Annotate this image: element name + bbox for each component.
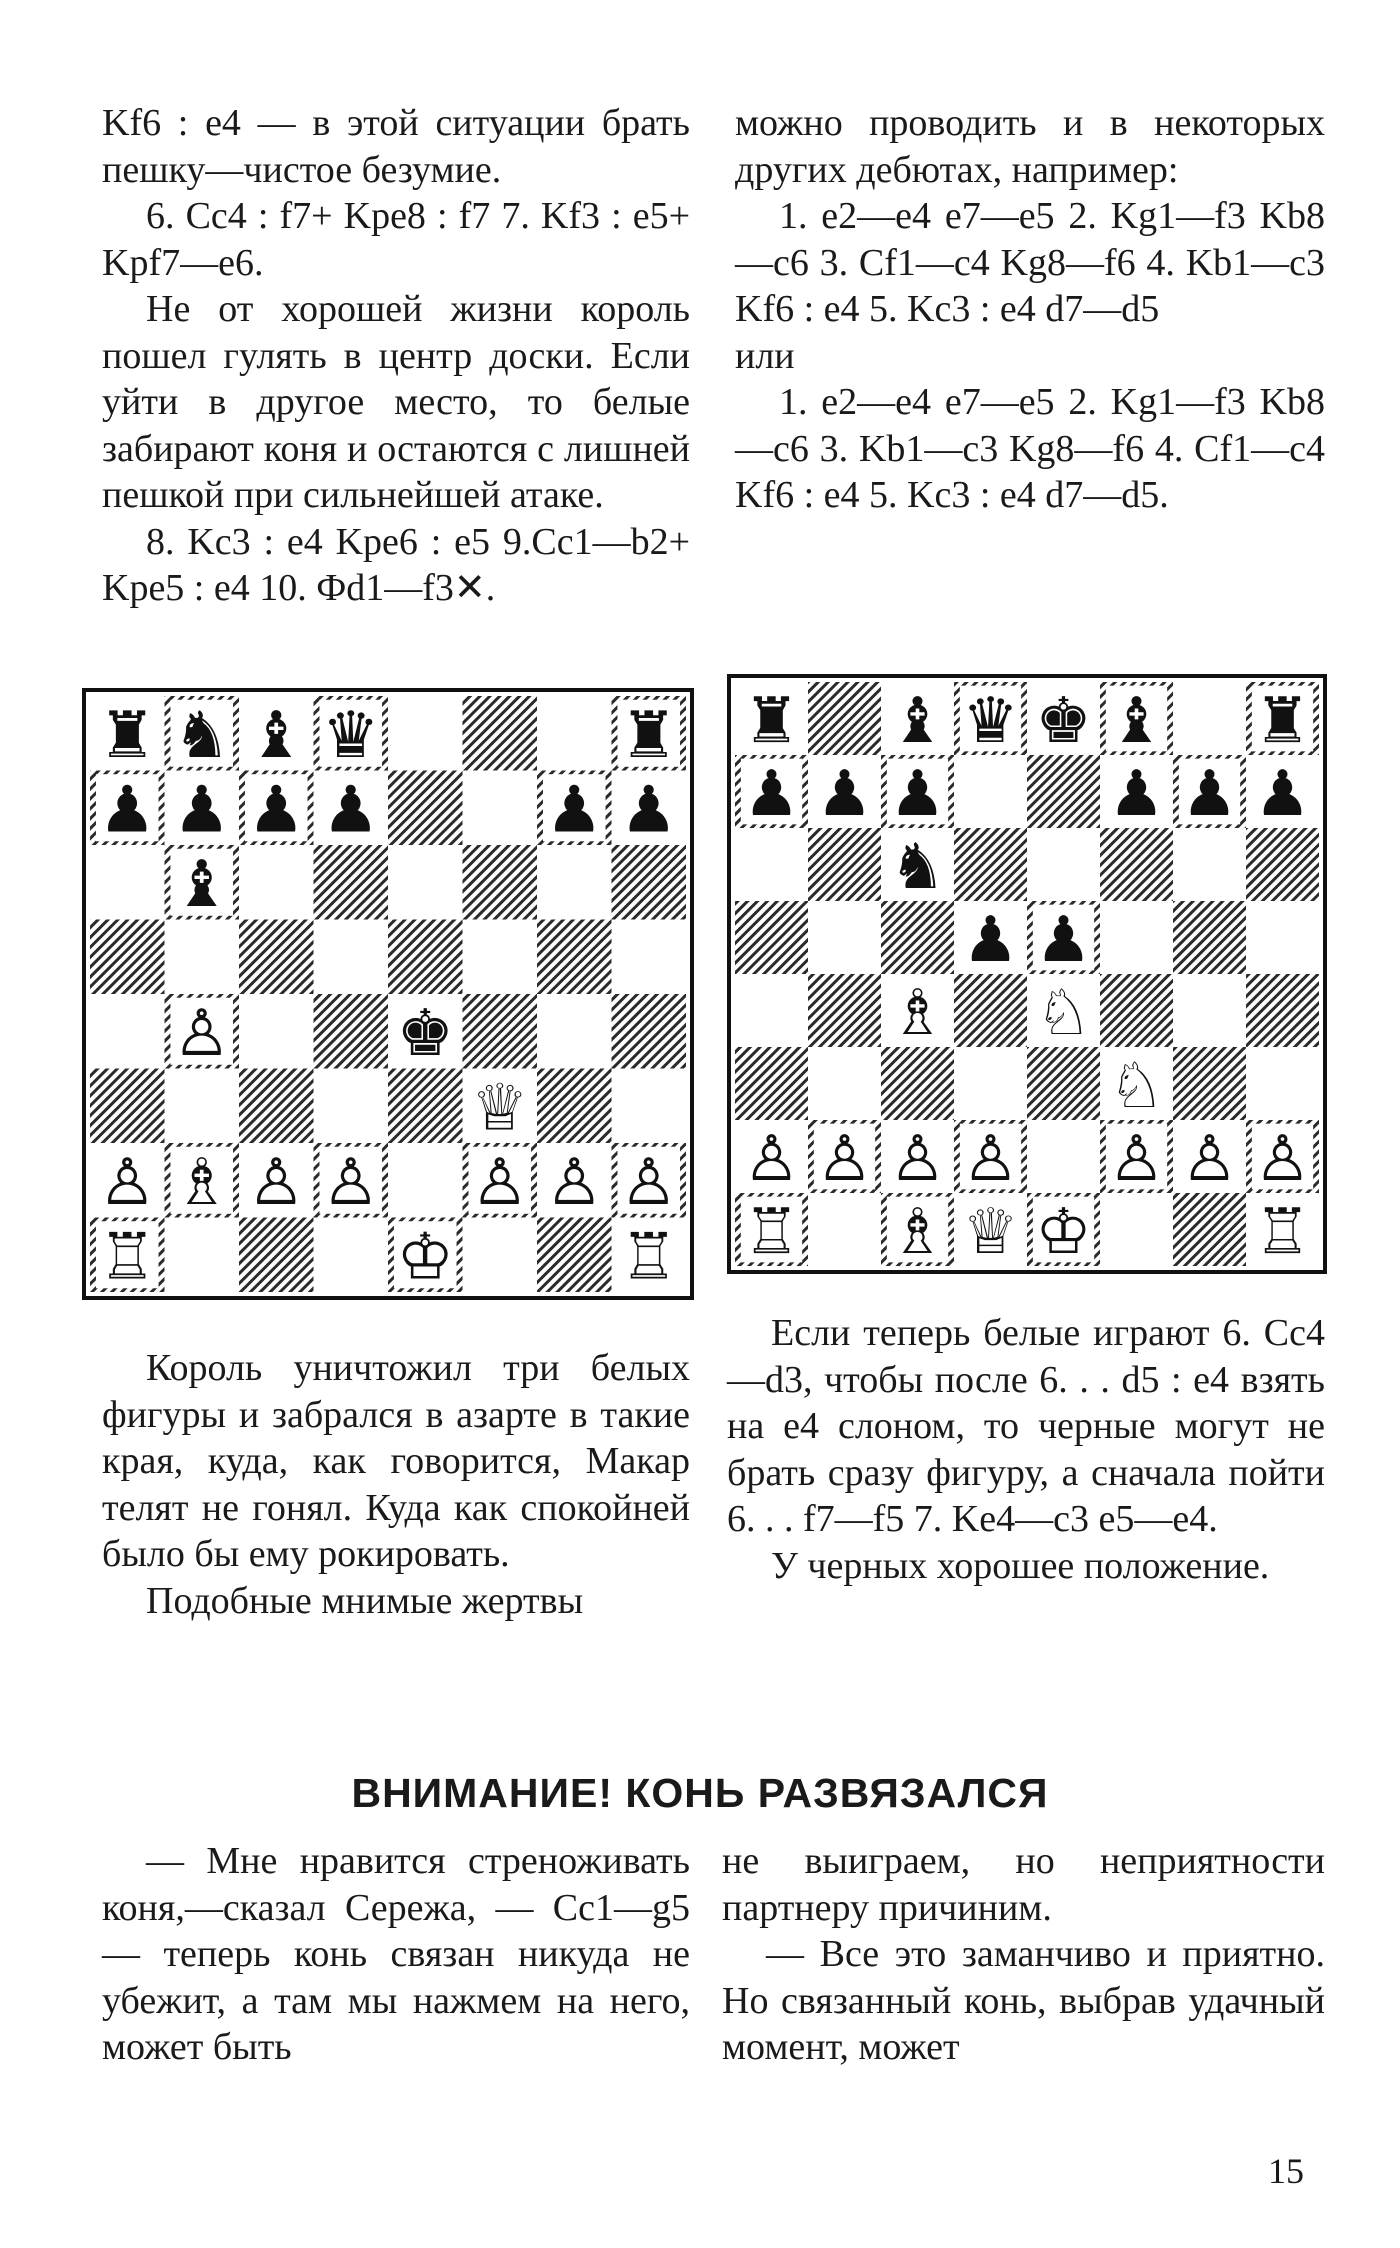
black-pawn-icon: ♟ bbox=[173, 773, 231, 848]
black-pawn-icon: ♟ bbox=[962, 902, 1019, 976]
dark-square bbox=[808, 974, 881, 1047]
dark-square bbox=[239, 1069, 314, 1144]
dark-square bbox=[314, 994, 389, 1069]
black-pawn-icon: ♟ bbox=[620, 773, 678, 848]
black-queen-icon: ♛ bbox=[962, 683, 1019, 757]
white-pawn-icon: ♙ bbox=[962, 1121, 1019, 1195]
chess-diagram-left bbox=[82, 688, 694, 1300]
white-knight-icon: ♘ bbox=[1108, 1048, 1165, 1122]
light-square bbox=[314, 920, 389, 995]
black-bishop-icon: ♝ bbox=[173, 848, 231, 923]
paragraph: — Все это заманчиво и приятно. Но связанный конь, выбрав удачный момент, может bbox=[722, 1933, 1325, 2068]
dark-square bbox=[1100, 828, 1173, 901]
section-title: ВНИМАНИЕ! КОНЬ РАЗВЯЗАЛСЯ bbox=[351, 1770, 1049, 1816]
paragraph: Kf6 : e4 — в этой ситуации брать пешку—чистое безумие. bbox=[102, 102, 690, 191]
light-square bbox=[239, 845, 314, 920]
light-square bbox=[165, 1218, 240, 1293]
dark-square bbox=[537, 1218, 612, 1293]
light-square bbox=[1246, 901, 1319, 974]
dark-square bbox=[90, 1069, 165, 1144]
white-pawn-icon: ♙ bbox=[816, 1121, 873, 1195]
white-pawn-icon: ♙ bbox=[889, 1121, 946, 1195]
dark-square bbox=[314, 845, 389, 920]
dark-square bbox=[612, 994, 687, 1069]
dark-square bbox=[1100, 974, 1173, 1047]
black-pawn-icon: ♟ bbox=[545, 773, 603, 848]
white-bishop-icon: ♗ bbox=[889, 1194, 946, 1268]
black-pawn-icon: ♟ bbox=[1035, 902, 1092, 976]
white-pawn-icon: ♙ bbox=[1181, 1121, 1238, 1195]
white-king-icon: ♔ bbox=[1035, 1194, 1092, 1268]
paragraph: Если теперь белые играют 6. Cc4—d3, чтобы после 6. . . d5 : e4 взять на e4 слоном, то черные могут не брать сразу фигуру, а сначала пойти 6. . . f7—f5 7. Ke4—c3 e5—e4. bbox=[727, 1312, 1325, 1540]
white-pawn-icon: ♙ bbox=[1254, 1121, 1311, 1195]
right-bottom-column bbox=[722, 1838, 1325, 2071]
light-square bbox=[612, 1069, 687, 1144]
chess-diagram-right bbox=[727, 674, 1327, 1274]
black-bishop-icon: ♝ bbox=[247, 699, 305, 774]
paragraph: 1. e2—e4 e7—e5 2. Kg1—f3 Kb8—c6 3. Cf1—c4 Kg8—f6 4. Kb1—c3 Kf6 : e4 5. Kc3 : e4 d7—d5 bbox=[735, 195, 1325, 330]
light-square bbox=[735, 828, 808, 901]
dark-square bbox=[881, 901, 954, 974]
light-square bbox=[388, 696, 463, 771]
light-square bbox=[1246, 1047, 1319, 1120]
light-square bbox=[90, 845, 165, 920]
black-queen-icon: ♛ bbox=[322, 699, 380, 774]
dark-square bbox=[1173, 1193, 1246, 1266]
light-square bbox=[808, 1047, 881, 1120]
dark-square bbox=[463, 696, 538, 771]
black-pawn-icon: ♟ bbox=[889, 756, 946, 830]
light-square bbox=[165, 920, 240, 995]
black-knight-icon: ♞ bbox=[173, 699, 231, 774]
white-bishop-icon: ♗ bbox=[889, 975, 946, 1049]
light-square bbox=[537, 845, 612, 920]
light-square bbox=[463, 771, 538, 846]
dark-square bbox=[90, 920, 165, 995]
light-square bbox=[463, 1218, 538, 1293]
light-square bbox=[463, 920, 538, 995]
black-bishop-icon: ♝ bbox=[889, 683, 946, 757]
dark-square bbox=[954, 828, 1027, 901]
dark-square bbox=[537, 1069, 612, 1144]
paragraph: 1. e2—e4 e7—e5 2. Kg1—f3 Kb8—c6 3. Kb1—c3 Kg8—f6 4. Cf1—c4 Kf6 : e4 5. Kc3 : e4 d7—d5. bbox=[735, 381, 1325, 516]
black-pawn-icon: ♟ bbox=[1254, 756, 1311, 830]
dark-square bbox=[1027, 1047, 1100, 1120]
paragraph: 8. Kc3 : e4 Kpe6 : e5 9.Cc1—b2+ Kpe5 : e4 10. Фd1—f3✕. bbox=[102, 520, 690, 609]
black-pawn-icon: ♟ bbox=[743, 756, 800, 830]
left-bottom-column bbox=[102, 1838, 690, 2071]
black-rook-icon: ♜ bbox=[620, 699, 678, 774]
light-square bbox=[1027, 828, 1100, 901]
black-pawn-icon: ♟ bbox=[1181, 756, 1238, 830]
paragraph: Не от хорошей жизни король пошел гулять в центр доски. Если уйти в другое место, то белые забирают коня и остаются с лишней пешкой при сильнейшей атаке. bbox=[102, 288, 690, 516]
white-king-icon: ♔ bbox=[396, 1220, 454, 1295]
light-square bbox=[314, 1069, 389, 1144]
dark-square bbox=[1246, 828, 1319, 901]
light-square bbox=[954, 755, 1027, 828]
white-bishop-icon: ♗ bbox=[173, 1146, 231, 1221]
paragraph: можно проводить и в некоторых других дебютах, например: bbox=[735, 102, 1325, 191]
light-square bbox=[1100, 901, 1173, 974]
position-after-10-Qf3-mate bbox=[86, 692, 690, 1296]
paragraph: У черных хорошее положение. bbox=[771, 1544, 1270, 1587]
white-pawn-icon: ♙ bbox=[322, 1146, 380, 1221]
light-square bbox=[1027, 1120, 1100, 1193]
paragraph: Подобные мнимые жертвы bbox=[146, 1579, 584, 1622]
black-knight-icon: ♞ bbox=[889, 829, 946, 903]
position-after-5-d5 bbox=[731, 678, 1323, 1270]
light-square bbox=[1173, 682, 1246, 755]
dark-square bbox=[808, 828, 881, 901]
white-pawn-icon: ♙ bbox=[173, 997, 231, 1072]
light-square bbox=[537, 994, 612, 1069]
dark-square bbox=[612, 845, 687, 920]
white-pawn-icon: ♙ bbox=[471, 1146, 529, 1221]
light-square bbox=[735, 974, 808, 1047]
white-knight-icon: ♘ bbox=[1035, 975, 1092, 1049]
white-pawn-icon: ♙ bbox=[545, 1146, 603, 1221]
light-square bbox=[1173, 974, 1246, 1047]
white-rook-icon: ♖ bbox=[1254, 1194, 1311, 1268]
dark-square bbox=[1246, 974, 1319, 1047]
paragraph: не выиграем, но неприятности партнеру причиним. bbox=[722, 1840, 1325, 1929]
dark-square bbox=[239, 1218, 314, 1293]
light-square bbox=[1173, 828, 1246, 901]
dark-square bbox=[239, 920, 314, 995]
light-square bbox=[239, 994, 314, 1069]
black-rook-icon: ♜ bbox=[1254, 683, 1311, 757]
light-square bbox=[388, 1143, 463, 1218]
white-pawn-icon: ♙ bbox=[98, 1146, 156, 1221]
light-square bbox=[808, 901, 881, 974]
right-middle-column bbox=[727, 1310, 1325, 1589]
page-number: 15 bbox=[1268, 2151, 1304, 2191]
dark-square bbox=[1173, 1047, 1246, 1120]
dark-square bbox=[1173, 901, 1246, 974]
dark-square bbox=[735, 901, 808, 974]
dark-square bbox=[954, 974, 1027, 1047]
white-pawn-icon: ♙ bbox=[620, 1146, 678, 1221]
left-middle-column bbox=[102, 1345, 690, 1624]
black-king-icon: ♚ bbox=[396, 997, 454, 1072]
paragraph: Король уничтожил три белых фигуры и забрался в азарте в такие края, куда, как говорится, Макар телят не гонял. Куда как спокойней было бы ему рокировать. bbox=[102, 1347, 690, 1575]
white-rook-icon: ♖ bbox=[743, 1194, 800, 1268]
black-pawn-icon: ♟ bbox=[247, 773, 305, 848]
light-square bbox=[1100, 1193, 1173, 1266]
dark-square bbox=[881, 1047, 954, 1120]
white-queen-icon: ♕ bbox=[962, 1194, 1019, 1268]
white-rook-icon: ♖ bbox=[620, 1220, 678, 1295]
light-square bbox=[954, 1047, 1027, 1120]
dark-square bbox=[388, 771, 463, 846]
dark-square bbox=[808, 682, 881, 755]
black-pawn-icon: ♟ bbox=[816, 756, 873, 830]
white-queen-icon: ♕ bbox=[471, 1071, 529, 1146]
light-square bbox=[90, 994, 165, 1069]
right-top-column bbox=[735, 100, 1325, 519]
light-square bbox=[612, 920, 687, 995]
black-pawn-icon: ♟ bbox=[98, 773, 156, 848]
dark-square bbox=[537, 920, 612, 995]
dark-square bbox=[463, 845, 538, 920]
paragraph: 6. Cc4 : f7+ Kpe8 : f7 7. Kf3 : e5+ Kpf7—e6. bbox=[102, 195, 690, 284]
left-top-column bbox=[102, 100, 690, 612]
dark-square bbox=[388, 920, 463, 995]
black-rook-icon: ♜ bbox=[743, 683, 800, 757]
white-rook-icon: ♖ bbox=[98, 1220, 156, 1295]
light-square bbox=[537, 696, 612, 771]
light-square bbox=[314, 1218, 389, 1293]
dark-square bbox=[388, 1069, 463, 1144]
paragraph: или bbox=[735, 334, 795, 377]
black-pawn-icon: ♟ bbox=[1108, 756, 1165, 830]
light-square bbox=[808, 1193, 881, 1266]
dark-square bbox=[463, 994, 538, 1069]
white-pawn-icon: ♙ bbox=[743, 1121, 800, 1195]
light-square bbox=[388, 845, 463, 920]
dark-square bbox=[735, 1047, 808, 1120]
black-rook-icon: ♜ bbox=[98, 699, 156, 774]
paragraph: — Мне нравится стреноживать коня,—сказал Сережа, — Cc1—g5 — теперь конь связан никуда не убежит, а там мы нажмем на него, может быть bbox=[102, 1840, 690, 2068]
white-pawn-icon: ♙ bbox=[247, 1146, 305, 1221]
black-king-icon: ♚ bbox=[1035, 683, 1092, 757]
black-bishop-icon: ♝ bbox=[1108, 683, 1165, 757]
white-pawn-icon: ♙ bbox=[1108, 1121, 1165, 1195]
light-square bbox=[165, 1069, 240, 1144]
dark-square bbox=[1027, 755, 1100, 828]
black-pawn-icon: ♟ bbox=[322, 773, 380, 848]
